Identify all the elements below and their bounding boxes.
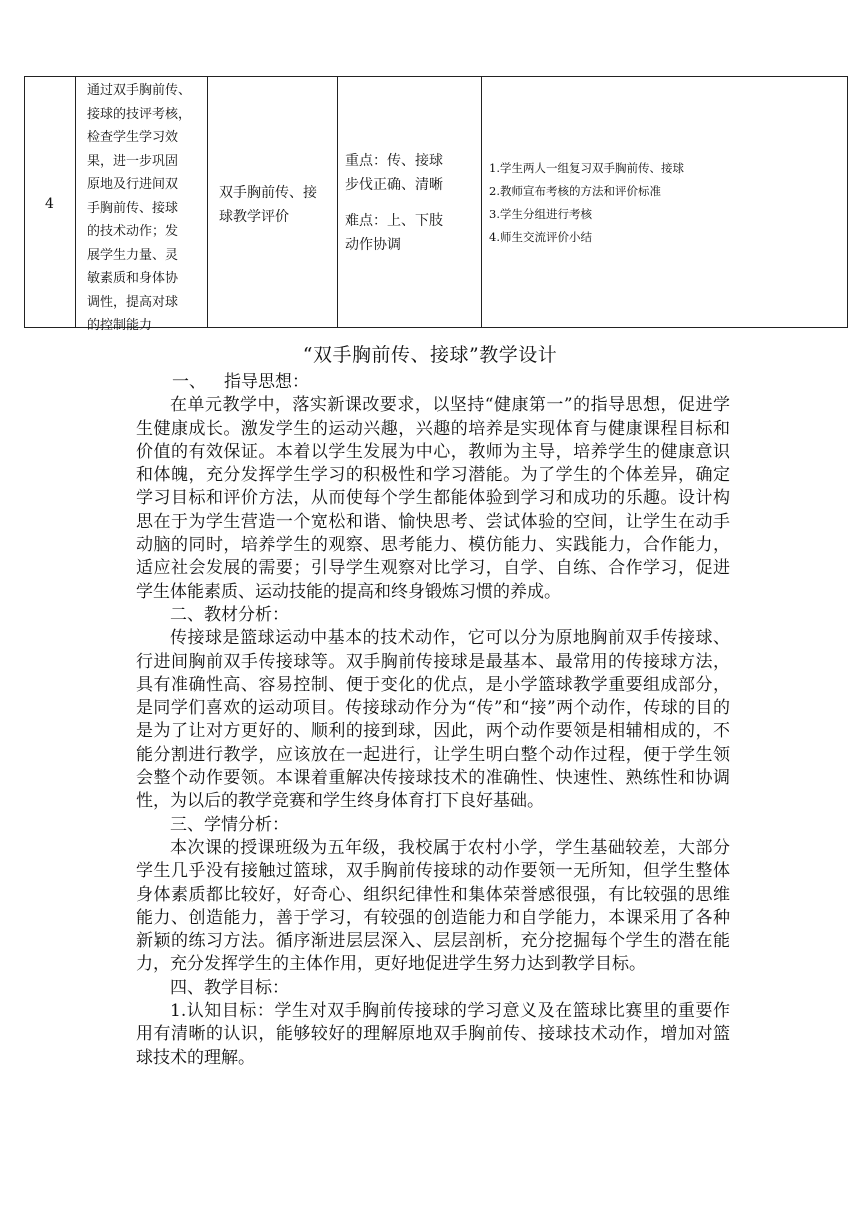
section-paragraph: 1.认知目标：学生对双手胸前传接球的学习意义及在篮球比赛里的重要作用有清晰的认识，能够较好的理解原地双手胸前传、接球技术动作，增加对篮球技术的理解。 (136, 1001, 730, 1068)
goal-line: 通过双手胸前传、 (87, 83, 192, 98)
goal-line: 敏素质和身体协 (87, 271, 179, 286)
step-item: 2.教师宣布考核的方法和评价标准 (489, 184, 661, 198)
content-cell (219, 181, 333, 229)
goal-cell (87, 79, 211, 338)
section-heading: 四、教学目标： (170, 977, 289, 998)
key-point-line: 步伐正确、清晰 (345, 177, 443, 193)
step-item: 3.学生分组进行考核 (489, 207, 592, 221)
document-title: “双手胸前传、接球”教学设计 (302, 344, 558, 366)
goal-line: 原地及行进间双 (87, 177, 179, 192)
section-number: 一、 (172, 372, 206, 392)
goal-line: 展学生力量、灵 (87, 247, 179, 263)
goal-line: 调性，提高对球 (87, 294, 179, 310)
section-paragraph: 本次课的授课班级为五年级，我校属于农村小学，学生基础较差，大部分学生几乎没有接触过篮球，双手胸前传接球的动作要领一无所知，但学生整体身体素质都比较好，好奇心、组织纪律性和集体荣誉感很强，有比较强的思维能力、创造能力，善于学习，有较强的创造能力和自学能力，本课采用了各种新颖的练习方法。循序渐进层层深入、层层剖析，充分挖掘每个学生的潜在能力，充分发挥学生的主体作用，更好地促进学生努力达到教学目标。 (136, 837, 730, 975)
difficulty-line: 动作协调 (345, 237, 401, 253)
key-point-line: 重点：传、接球 (345, 153, 443, 169)
goal-line: 接球的技评考核， (87, 106, 192, 122)
focus-cell (345, 149, 479, 257)
step-item: 4.师生交流评价小结 (489, 230, 592, 244)
row-number: 4 (45, 196, 54, 212)
goal-line: 手胸前传、接球 (87, 200, 179, 216)
goal-line: 检查学生学习效 (87, 130, 179, 145)
section-title: 指导思想： (224, 372, 309, 392)
section-paragraph: 传接球是篮球运动中基本的技术动作，它可以分为原地胸前双手传接球、行进间胸前双手传接球等。双手胸前传接球是最基本、最常用的传接球方法，具有准确性高、容易控制、便于变化的优点，是小学篮球教学重要组成部分，是同学们喜欢的运动项目。传接球动作分为“传”和“接”两个动作，传球的目的是为了让对方更好的、顺利的接到球，因此，两个动作要领是相辅相成的，不能分割进行教学，应该放在一起进行，让学生明白整个动作过程，便于学生领会整个动作要领。本课着重解决传接球技术的准确性、快速性、熟练性和协调性，为以后的教学竞赛和学生终身体育打下良好基础。 (136, 628, 730, 812)
goal-line: 的技术动作；发 (87, 224, 179, 239)
section-heading: 二、教材分析： (170, 604, 289, 625)
section-paragraph: 在单元教学中，落实新课改要求，以坚持“健康第一”的指导思想，促进学生健康成长。激发学生的运动兴趣，兴趣的培养是实现体育与健康课程目标和价值的有效保证。本着以学生发展为中心，教师为主导，培养学生的健康意识和体魄，充分发挥学生学习的积极性和学习潜能。为了学生的个体差异，确定学习目标和评价方法，从而使每个学生都能体验到学习和成功的乐趣。设计构思在于为学生营造一个宽松和谐、愉快思考、尝试体验的空间，让学生在动手动脑的同时，培养学生的观察、思考能力、模仿能力、实践能力，合作能力，适应社会发展的需要；引导学生观察对比学习，自学、自练、合作学习，促进学生体能素质、运动技能的提高和终身锻炼习惯的养成。 (136, 395, 730, 602)
goal-line: 果，进一步巩固 (87, 153, 179, 169)
difficulty-line: 难点：上、下肢 (345, 213, 443, 229)
section-heading (136, 371, 730, 394)
section-heading: 三、学情分析： (170, 814, 289, 835)
table-divider (75, 77, 76, 327)
table-divider (481, 77, 482, 327)
goal-line: 的控制能力 (87, 318, 153, 333)
content-line: 双手胸前传、接 (219, 185, 317, 201)
step-item: 1.学生两人一组复习双手胸前传、接球 (489, 161, 684, 175)
content-line: 球教学评价 (219, 209, 289, 225)
table-divider (337, 77, 338, 327)
steps-cell (489, 157, 839, 249)
lesson-table (24, 76, 848, 333)
document-body (136, 371, 730, 1070)
